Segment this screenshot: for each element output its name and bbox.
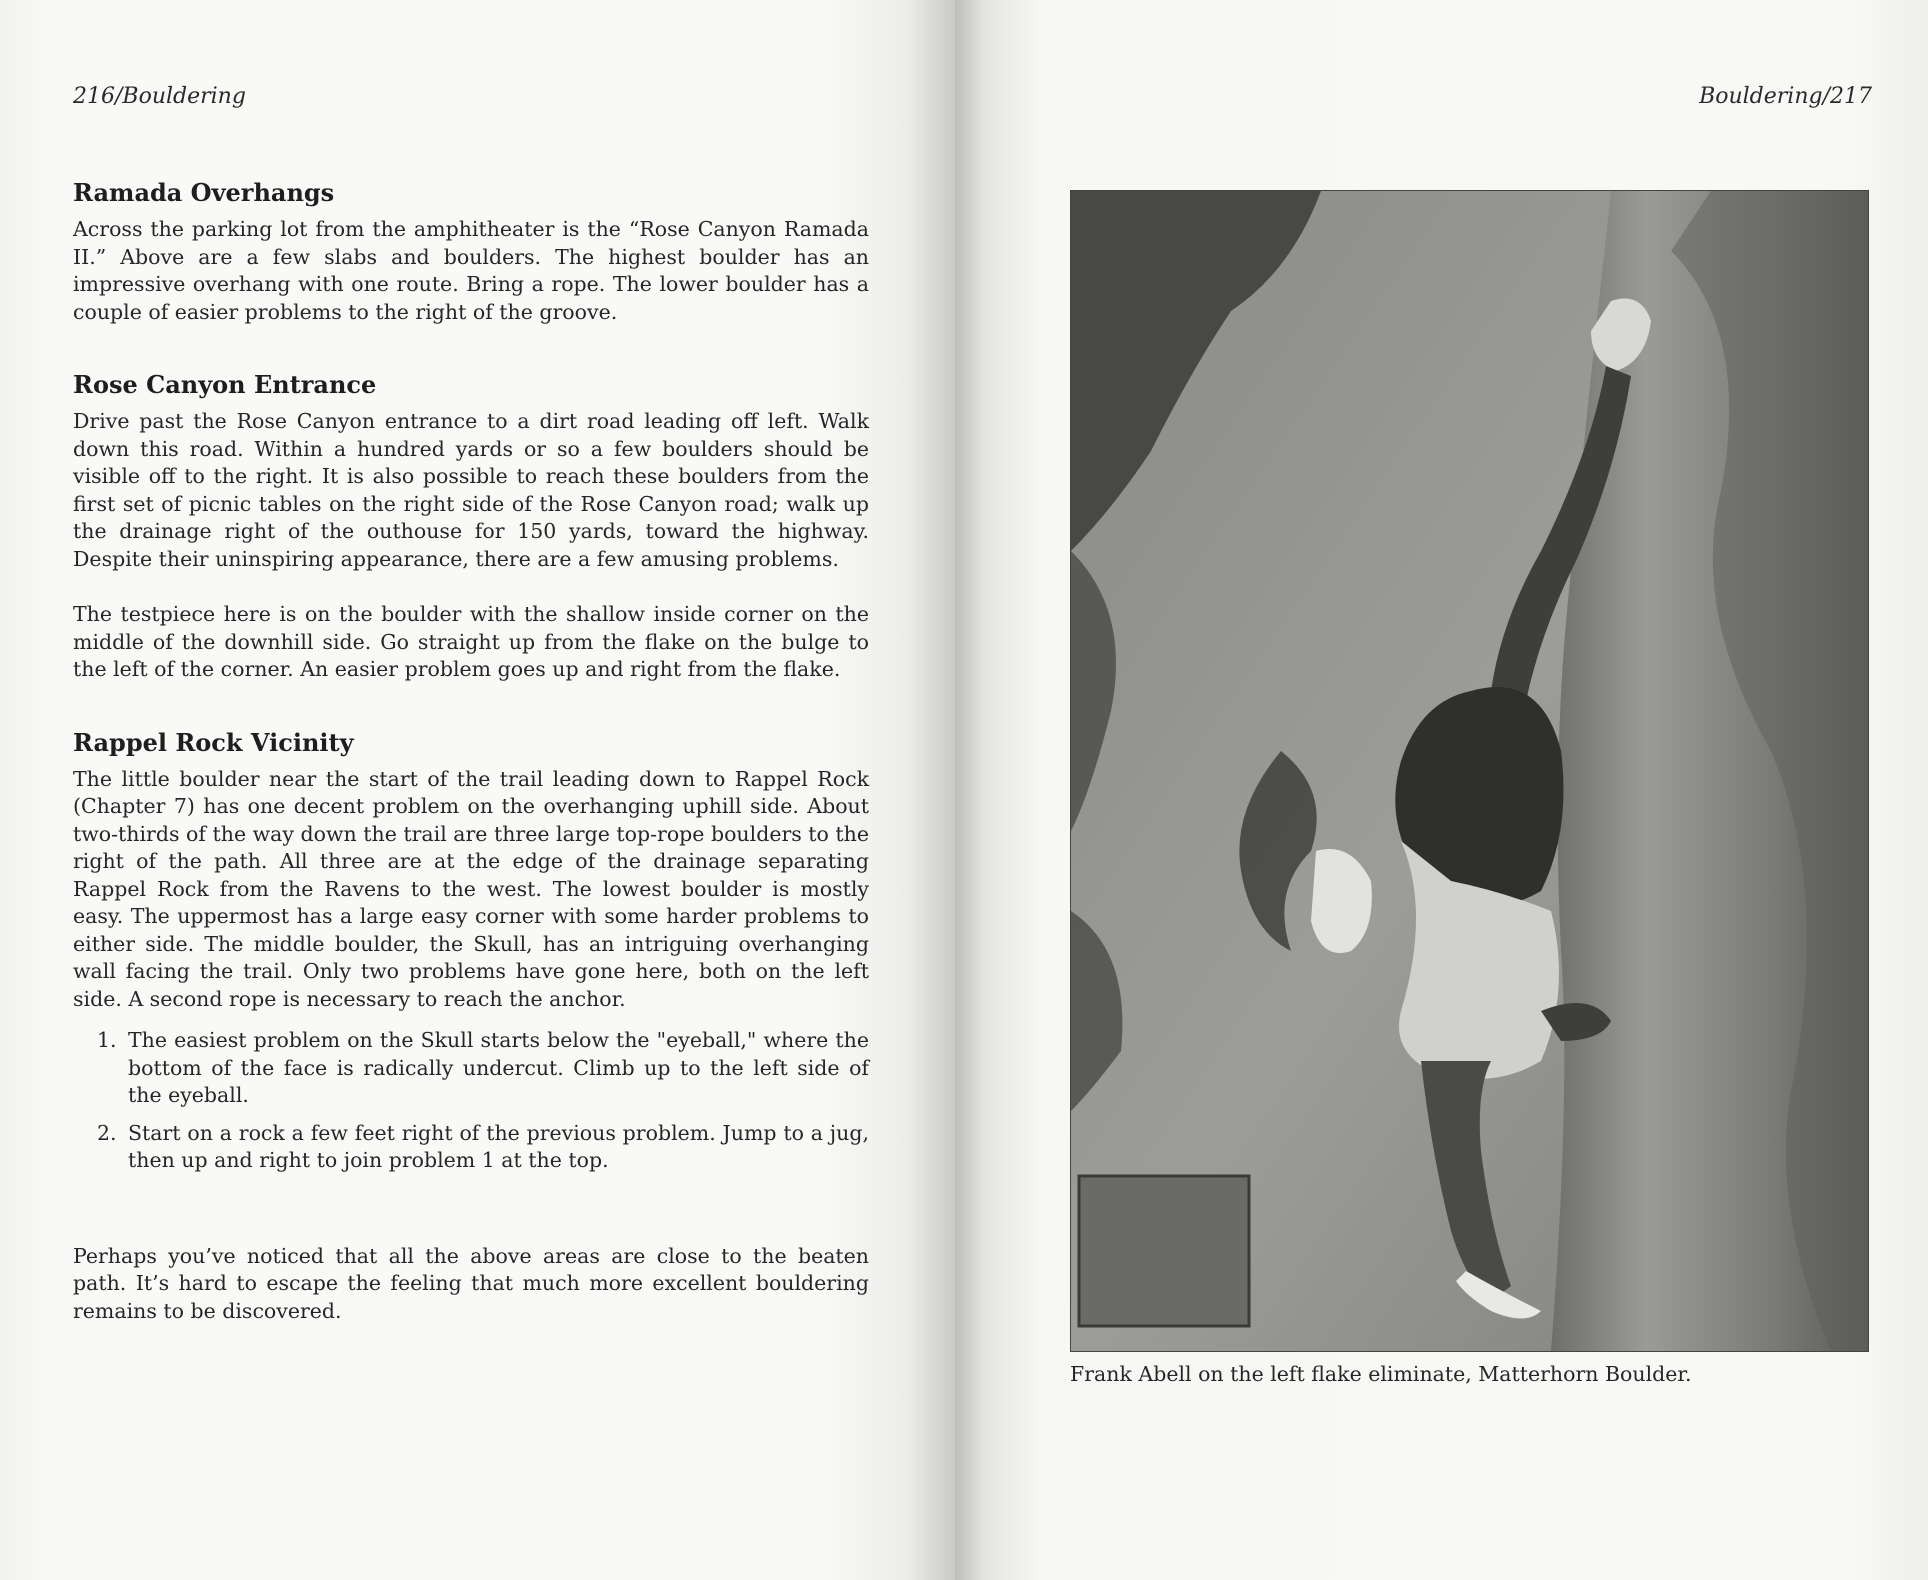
section-heading-rose-canyon: Rose Canyon Entrance bbox=[73, 370, 377, 399]
list-number: 2. bbox=[97, 1120, 117, 1145]
list-text: Start on a rock a few feet right of the previous problem. Jump to a jug, then up and right to join problem 1 at the top. bbox=[128, 1120, 869, 1172]
paragraph: The little boulder near the start of the trail leading down to Rappel Rock (Chapter 7) has one decent problem on the overhanging uphill side. About two-thirds of the way down the trail are three large top-rope boulders to the right of the path. All three are at the edge of the drainage separating Rappel Rock from the Ravens to the west. The lowest boulder is mostly easy. The uppermost has a large easy corner with some harder problems to either side. The middle boulder, the Skull, has an intriguing overhanging wall facing the trail. Only two problems have gone here, both on the left side. A second rope is necessary to reach the anchor. bbox=[73, 766, 869, 1011]
paragraph: Drive past the Rose Canyon entrance to a dirt road leading off left. Walk down this road. Within a hundred yards or so a few boulders should be visible off to the right. It is also possible to reach these boulders from the first set of picnic tables on the right side of the Rose Canyon road; walk up the drainage right of the outhouse for 150 yards, toward the highway. Despite their uninspiring appearance, there are a few amusing problems. bbox=[73, 409, 869, 571]
photo-caption: Frank Abell on the left flake eliminate, Matterhorn Boulder. bbox=[1070, 1362, 1692, 1386]
list-text: The easiest problem on the Skull starts below the "eyeball," where the bottom of the face is radically undercut. Climb up to the left side of the eyeball. bbox=[128, 1028, 869, 1107]
left-text-block bbox=[73, 178, 869, 1325]
problem-list bbox=[73, 1027, 869, 1175]
list-item bbox=[73, 1120, 869, 1175]
photo-illustration bbox=[1071, 191, 1868, 1351]
right-page bbox=[955, 0, 1928, 1580]
paragraph: The testpiece here is on the boulder with the shallow inside corner on the middle of the downhill side. Go straight up from the flake on the bulge to the left of the corner. An easier problem goes up and right from the flake. bbox=[73, 602, 869, 681]
closing-paragraph: Perhaps you’ve noticed that all the above areas are close to the beaten path. It’s hard to escape the feeling that much more excellent bouldering remains to be discovered. bbox=[73, 1243, 869, 1323]
left-running-head: 216/Bouldering bbox=[73, 84, 246, 109]
left-page bbox=[0, 0, 955, 1580]
paragraph: Across the parking lot from the amphitheater is the “Rose Canyon Ramada II.” Above are a few slabs and boulders. The highest boulder has an impressive overhang with one route. Bring a rope. The lower boulder has a couple of easier problems to the right of the groove. bbox=[73, 217, 869, 324]
climber-photo bbox=[1070, 190, 1869, 1352]
right-running-head: Bouldering/217 bbox=[1699, 84, 1872, 109]
list-item bbox=[73, 1027, 869, 1110]
section-heading-rappel-rock: Rappel Rock Vicinity bbox=[73, 727, 354, 757]
list-number: 1. bbox=[97, 1028, 117, 1052]
section-heading-ramada: Ramada Overhangs bbox=[73, 178, 335, 207]
